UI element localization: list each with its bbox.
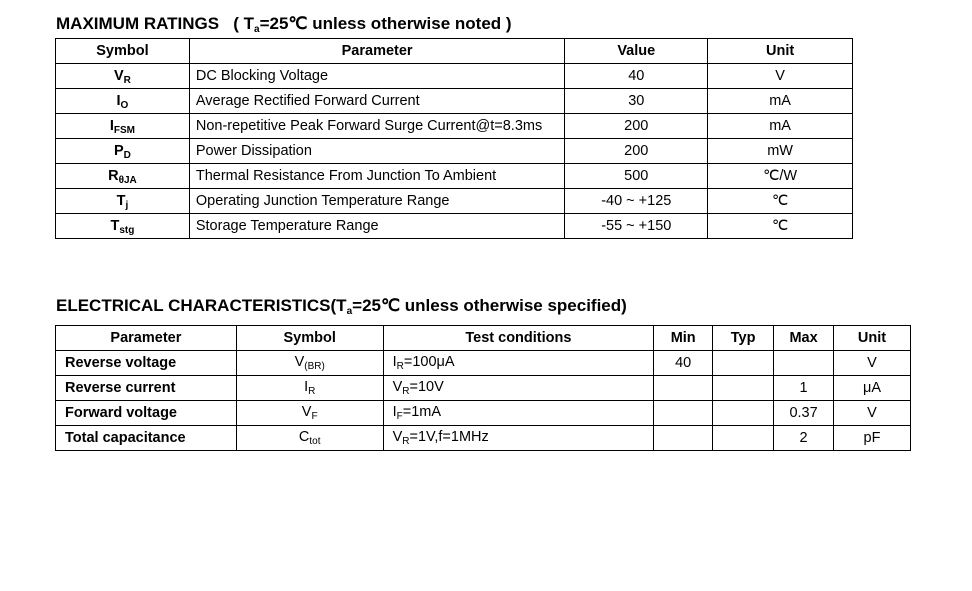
min-cell: 40	[654, 351, 713, 376]
header-value: Value	[565, 39, 708, 64]
symbol-main: I	[304, 379, 309, 395]
condition-sub: F	[396, 411, 403, 422]
maximum-ratings-title-main: MAXIMUM RATINGS	[56, 14, 220, 33]
symbol-sub: R	[308, 386, 316, 397]
symbol-cell	[56, 89, 190, 114]
symbol-main: I	[116, 93, 121, 109]
unit-cell: mW	[708, 139, 853, 164]
symbol-cell	[236, 401, 383, 426]
condition-rest: =1V,f=1MHz	[409, 429, 489, 445]
symbol-cell	[56, 189, 190, 214]
min-cell	[654, 426, 713, 451]
value-cell: -55 ~ +150	[565, 214, 708, 239]
parameter-cell: Operating Junction Temperature Range	[189, 189, 565, 214]
table-row	[56, 114, 853, 139]
condition-sub: R	[402, 436, 410, 447]
parameter-cell: Forward voltage	[56, 401, 237, 426]
test-conditions-cell	[383, 401, 654, 426]
unit-cell: ℃/W	[708, 164, 853, 189]
header-symbol: Symbol	[236, 326, 383, 351]
symbol-main: T	[110, 218, 120, 234]
symbol-sub: stg	[119, 225, 135, 236]
header-typ: Typ	[713, 326, 774, 351]
condition-rest: =1mA	[402, 404, 442, 420]
max-cell	[774, 351, 834, 376]
condition-rest: =100μA	[403, 354, 455, 370]
header-test-conditions: Test conditions	[383, 326, 654, 351]
maximum-ratings-title-cond-post: =25℃ unless otherwise noted )	[259, 14, 512, 33]
header-unit: Unit	[834, 326, 911, 351]
table-row	[56, 376, 911, 401]
value-cell: 40	[565, 64, 708, 89]
condition-rest: =10V	[409, 379, 444, 395]
symbol-sub: j	[125, 200, 129, 211]
parameter-cell: Power Dissipation	[189, 139, 565, 164]
table-row	[56, 89, 853, 114]
condition-sub: R	[402, 386, 410, 397]
header-parameter: Parameter	[56, 326, 237, 351]
symbol-main: V	[301, 404, 312, 420]
maximum-ratings-title-cond-pre: ( T	[233, 14, 255, 33]
unit-cell: μA	[834, 376, 911, 401]
table-row	[56, 164, 853, 189]
min-cell	[654, 401, 713, 426]
parameter-cell: Reverse voltage	[56, 351, 237, 376]
symbol-cell	[236, 351, 383, 376]
symbol-main: T	[116, 193, 126, 209]
table-header-row	[56, 326, 911, 351]
unit-cell: mA	[708, 114, 853, 139]
table-row	[56, 139, 853, 164]
unit-cell: V	[834, 351, 911, 376]
unit-cell: mA	[708, 89, 853, 114]
symbol-cell	[56, 139, 190, 164]
unit-cell: ℃	[708, 214, 853, 239]
parameter-cell: Total capacitance	[56, 426, 237, 451]
parameter-cell: Reverse current	[56, 376, 237, 401]
condition-sub: R	[396, 361, 404, 372]
header-parameter: Parameter	[189, 39, 565, 64]
unit-cell: V	[708, 64, 853, 89]
parameter-cell: Thermal Resistance From Junction To Ambient	[189, 164, 565, 189]
unit-cell: ℃	[708, 189, 853, 214]
electrical-title-post: =25℃ unless otherwise specified)	[352, 296, 627, 315]
symbol-sub: (BR)	[304, 361, 325, 372]
symbol-cell	[56, 214, 190, 239]
maximum-ratings-title-cond-sub: a	[254, 24, 260, 35]
test-conditions-cell	[383, 376, 654, 401]
value-cell: 500	[565, 164, 708, 189]
maximum-ratings-title	[56, 14, 512, 34]
symbol-sub: FSM	[113, 125, 135, 136]
condition-main: V	[392, 429, 403, 445]
header-unit: Unit	[708, 39, 853, 64]
symbol-sub: tot	[309, 436, 321, 447]
symbol-cell	[56, 114, 190, 139]
typ-cell	[713, 376, 774, 401]
parameter-cell: Average Rectified Forward Current	[189, 89, 565, 114]
table-row	[56, 401, 911, 426]
symbol-cell	[236, 426, 383, 451]
symbol-main: V	[113, 68, 124, 84]
max-cell: 2	[774, 426, 834, 451]
table-row	[56, 189, 853, 214]
symbol-sub: O	[120, 100, 129, 111]
table-row	[56, 64, 853, 89]
maximum-ratings-table	[55, 38, 853, 239]
max-cell: 1	[774, 376, 834, 401]
symbol-sub: R	[123, 75, 131, 86]
electrical-characteristics-title	[56, 296, 627, 316]
typ-cell	[713, 351, 774, 376]
symbol-main: C	[298, 429, 310, 445]
value-cell: 200	[565, 139, 708, 164]
symbol-main: V	[294, 354, 305, 370]
table-row	[56, 426, 911, 451]
test-conditions-cell	[383, 426, 654, 451]
symbol-main: P	[113, 143, 124, 159]
symbol-sub: F	[311, 411, 318, 422]
parameter-cell: DC Blocking Voltage	[189, 64, 565, 89]
table-row	[56, 351, 911, 376]
table-header-row	[56, 39, 853, 64]
symbol-main: I	[109, 118, 114, 134]
typ-cell	[713, 426, 774, 451]
value-cell: -40 ~ +125	[565, 189, 708, 214]
header-min: Min	[654, 326, 713, 351]
symbol-cell	[56, 164, 190, 189]
value-cell: 30	[565, 89, 708, 114]
header-max: Max	[774, 326, 834, 351]
unit-cell: V	[834, 401, 911, 426]
max-cell: 0.37	[774, 401, 834, 426]
symbol-cell	[56, 64, 190, 89]
symbol-main: R	[108, 168, 119, 184]
electrical-characteristics-table	[55, 325, 911, 451]
condition-main: I	[392, 404, 397, 420]
symbol-cell	[236, 376, 383, 401]
parameter-cell: Non-repetitive Peak Forward Surge Current@t=8.3ms	[189, 114, 565, 139]
symbol-sub: θJA	[118, 175, 137, 186]
condition-main: I	[392, 354, 397, 370]
unit-cell: pF	[834, 426, 911, 451]
header-symbol: Symbol	[56, 39, 190, 64]
condition-main: V	[392, 379, 403, 395]
electrical-title-pre: ELECTRICAL CHARACTERISTICS(T	[56, 296, 347, 315]
value-cell: 200	[565, 114, 708, 139]
min-cell	[654, 376, 713, 401]
test-conditions-cell	[383, 351, 654, 376]
parameter-cell: Storage Temperature Range	[189, 214, 565, 239]
electrical-title-sub: a	[346, 306, 353, 317]
symbol-sub: D	[123, 150, 131, 161]
typ-cell	[713, 401, 774, 426]
table-row	[56, 214, 853, 239]
